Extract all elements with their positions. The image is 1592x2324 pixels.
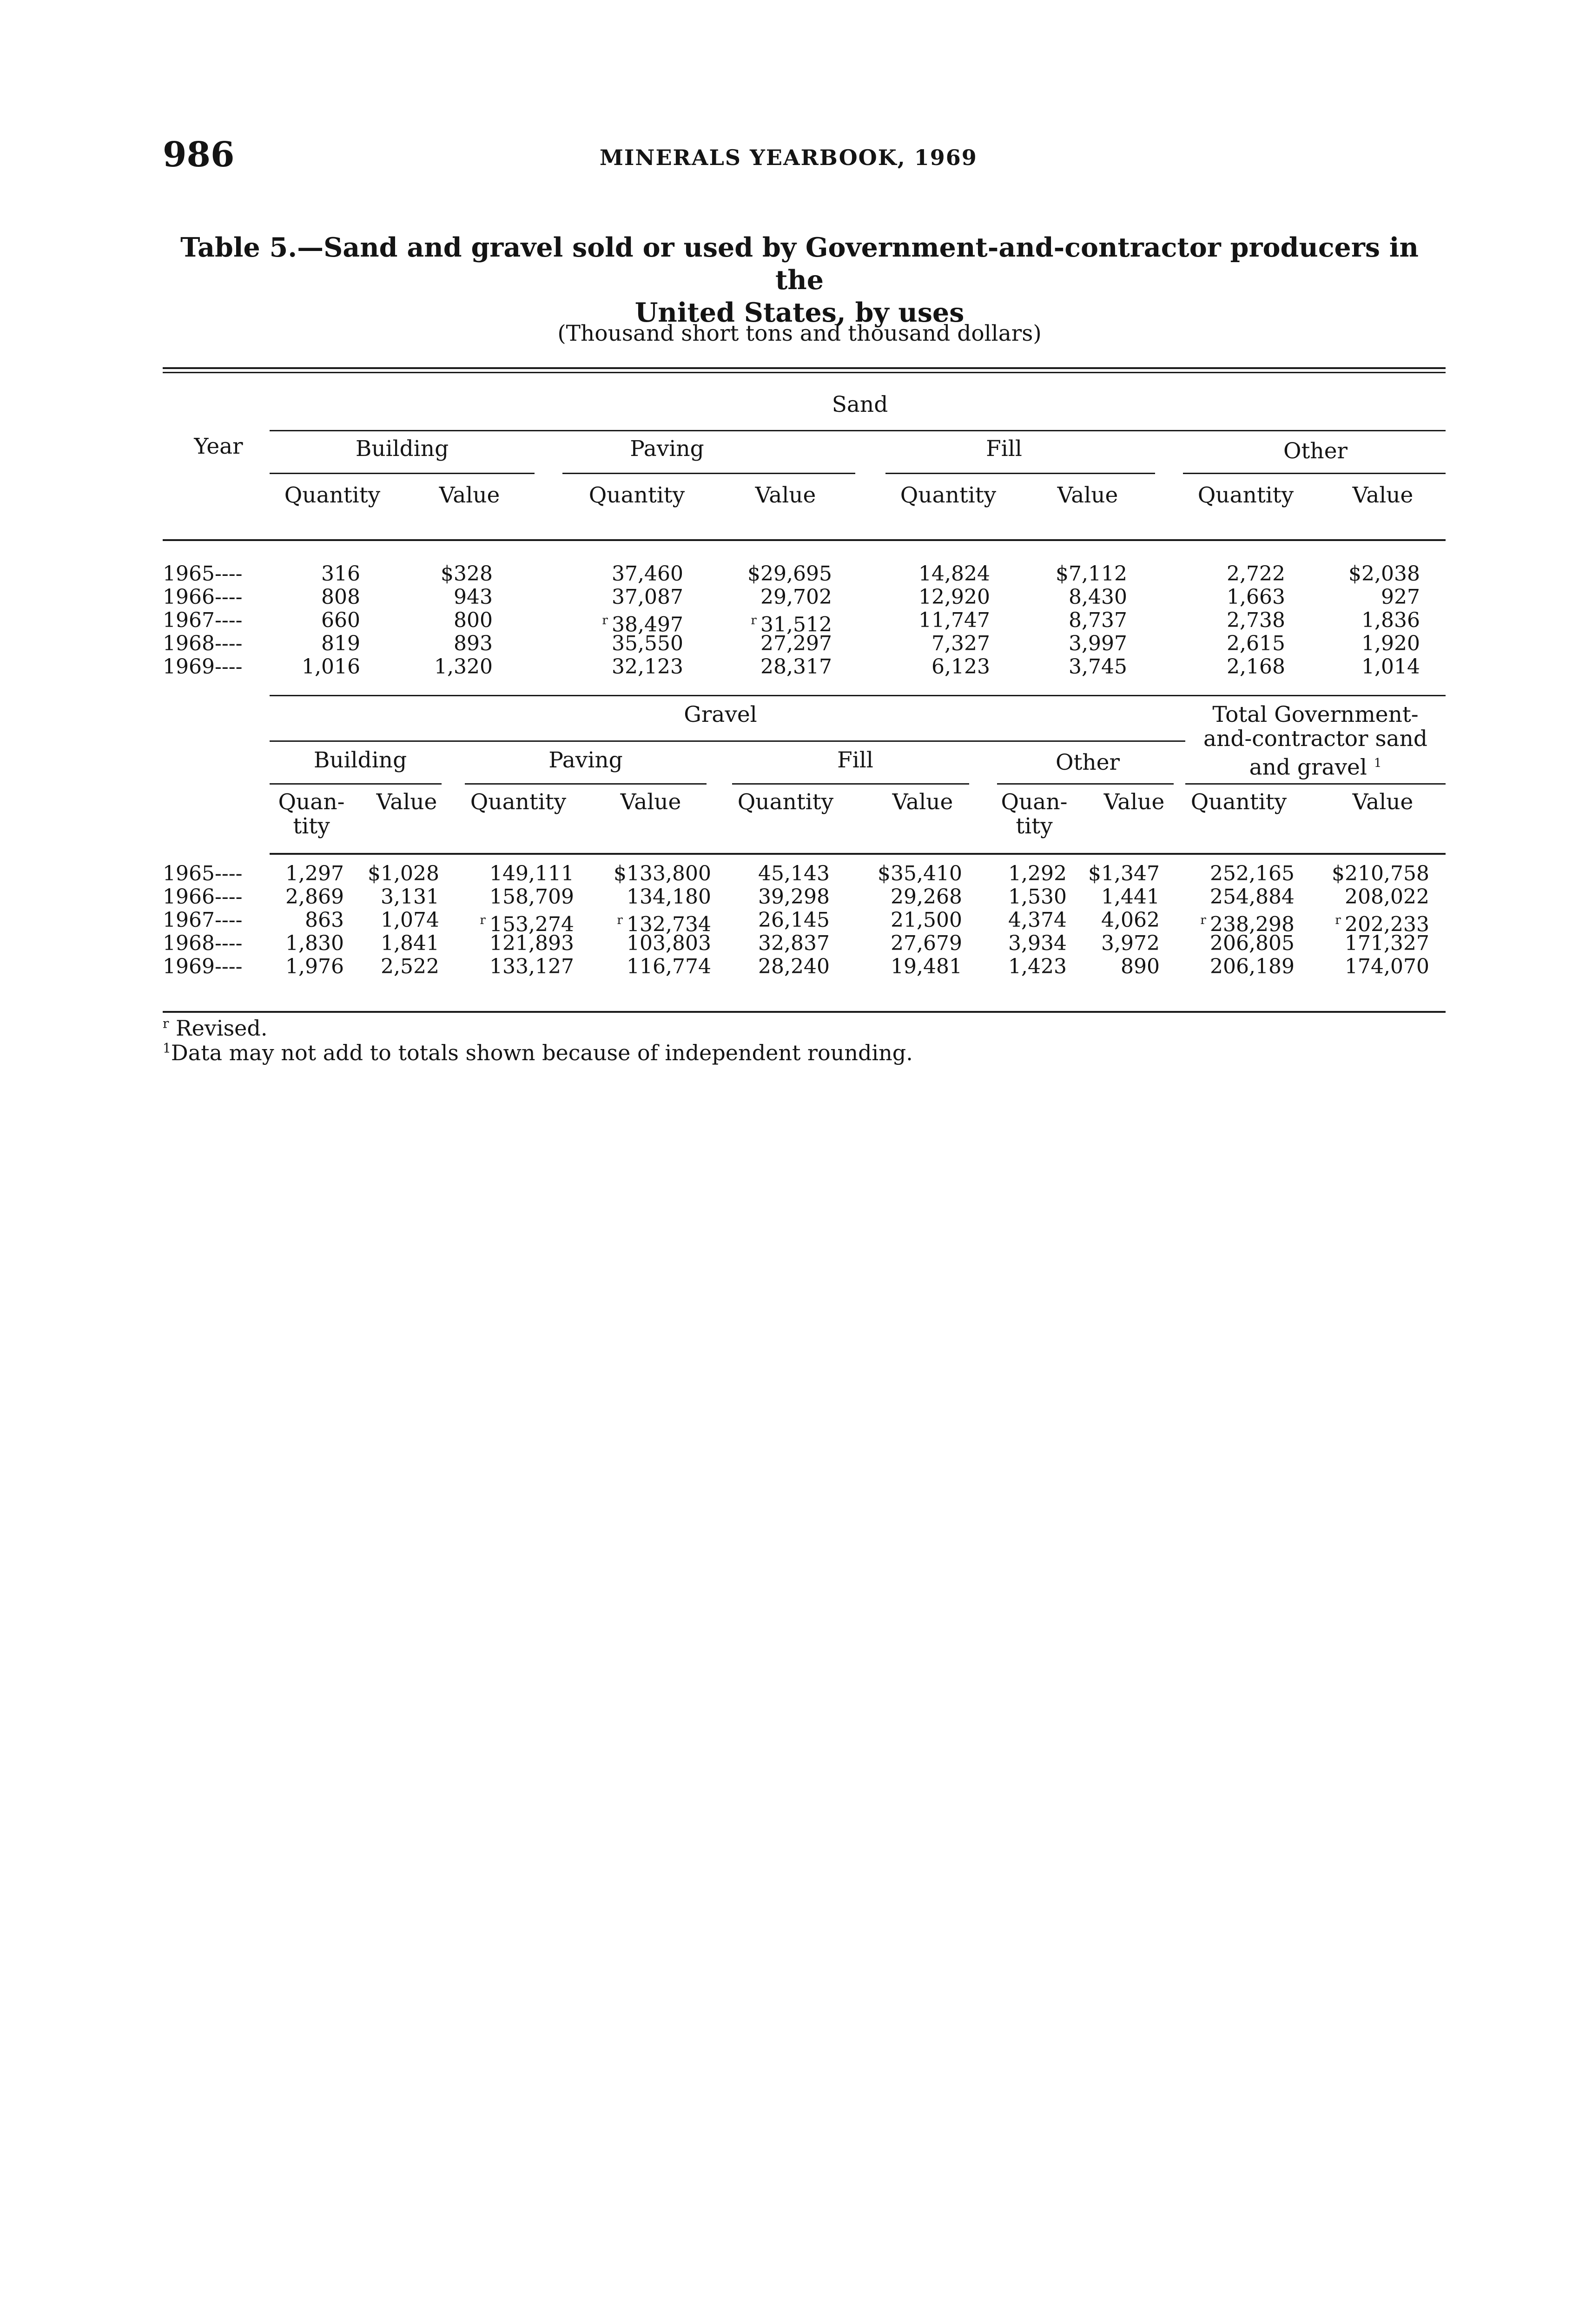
gravel-cell: 2,869 [285, 885, 344, 909]
gravel-top-rule [270, 695, 1446, 696]
gravel-cell: 863 [305, 908, 344, 932]
sand-cell: 35,550 [612, 632, 683, 655]
sand-cell: 11,747 [918, 608, 990, 632]
total-footnote-mark: 1 [1374, 756, 1382, 770]
sand-subhead-value: Value [1352, 482, 1414, 508]
total-heading-l1: Total Government- [1212, 702, 1419, 727]
gravel-cell: 21,500 [891, 908, 962, 932]
revised-mark: r [1335, 913, 1345, 927]
gravel-cell: $1,347 [1088, 862, 1160, 885]
gravel-subhead-value: Value [1103, 789, 1165, 815]
sand-cell: $^r$ 38,497 [602, 613, 683, 637]
gravel-cell: 2,522 [381, 955, 439, 978]
sand-row-year: 1967---- [163, 608, 243, 632]
footnote-1-text: Data may not add to totals shown because of independent rounding. [171, 1040, 913, 1065]
sand-cell: 800 [454, 608, 493, 632]
sand-cell: 2,615 [1227, 632, 1285, 655]
sand-cell: 6,123 [931, 655, 990, 679]
gravel-cell: $^r$ 238,298 [1200, 912, 1295, 937]
gravel-cell: 890 [1121, 955, 1160, 978]
gravel-subhead-value: Value [376, 789, 437, 815]
sand-group-other: Other [1283, 438, 1348, 464]
gravel-cell: $^r$ 132,734 [617, 912, 711, 937]
revised-mark: r [602, 614, 612, 627]
gravel-subhead-quantity: Quantity [470, 789, 567, 815]
gravel-group-other: Other [1056, 750, 1120, 775]
gravel-cell: 171,327 [1345, 931, 1429, 955]
sand-subhead-value: Value [439, 482, 500, 508]
footnote-revised-mark: r [163, 1016, 169, 1031]
revised-mark: r [480, 913, 490, 927]
gravel-header-bottom-rule [270, 853, 1446, 855]
gravel-cell: 3,972 [1101, 931, 1160, 955]
gravel-row-year: 1967---- [163, 908, 243, 932]
sand-cell: 1,016 [302, 655, 360, 679]
page-number: 986 [163, 135, 235, 175]
sand-cell: 32,123 [612, 655, 683, 679]
sand-cell: 1,663 [1227, 585, 1285, 609]
gravel-cell: 1,292 [1008, 862, 1067, 885]
table-top-rule-2 [163, 372, 1446, 373]
gravel-cell: 3,131 [381, 885, 439, 909]
sand-subhead-quantity: Quantity [1197, 482, 1294, 508]
table-subtitle: (Thousand short tons and thousand dollars) [557, 321, 1042, 346]
sand-cell: 3,997 [1069, 632, 1127, 655]
sand-cell: 927 [1381, 585, 1420, 609]
footnote-revised [163, 1016, 267, 1041]
footnote-revised-text: Revised. [176, 1016, 268, 1041]
gravel-cell: 1,423 [1008, 955, 1067, 978]
sand-cell: $29,695 [747, 562, 832, 586]
gravel-group-fill: Fill [837, 747, 873, 773]
gravel-cell: 1,074 [381, 908, 439, 932]
gravel-cell: 4,062 [1101, 908, 1160, 932]
sand-row-year: 1968---- [163, 632, 243, 655]
sand-cell: 37,087 [612, 585, 683, 609]
revised-mark: r [1200, 913, 1210, 927]
gravel-cell: 116,774 [627, 955, 711, 978]
gravel-cell: $1,028 [368, 862, 439, 885]
gravel-row-year: 1968---- [163, 931, 243, 955]
sand-subhead-quantity: Quantity [588, 482, 685, 508]
gravel-row-year: 1965---- [163, 862, 243, 885]
sand-cell: 29,702 [760, 585, 832, 609]
gravel-subhead-value: Value [892, 789, 953, 815]
sand-heading: Sand [832, 392, 888, 417]
gravel-subhead-value: Value [1352, 789, 1414, 815]
sand-cell: 12,920 [918, 585, 990, 609]
gravel-group-rule-total [1185, 783, 1446, 785]
gravel-group-rule-building [270, 783, 442, 785]
gravel-cell: 26,145 [758, 908, 830, 932]
gravel-cell: 252,165 [1210, 862, 1295, 885]
gravel-subhead-line1: Quan- [278, 789, 345, 815]
sand-subhead-quantity: Quantity [900, 482, 997, 508]
sand-cell: 943 [454, 585, 493, 609]
sand-cell: 893 [454, 632, 493, 655]
gravel-cell: 4,374 [1008, 908, 1067, 932]
gravel-cell: 174,070 [1345, 955, 1429, 978]
gravel-subhead-line1: Quan- [1001, 789, 1068, 815]
revised-mark: r [617, 913, 627, 927]
total-heading-l3-wrap [1185, 751, 1446, 780]
gravel-cell: 149,111 [489, 862, 574, 885]
table-top-rule [163, 367, 1446, 369]
gravel-cell: 1,441 [1101, 885, 1160, 909]
gravel-group-rule-fill [732, 783, 969, 785]
gravel-row-year: 1966---- [163, 885, 243, 909]
gravel-cell: 1,830 [285, 931, 344, 955]
sand-subhead-value: Value [1057, 482, 1118, 508]
footnote-1 [163, 1040, 913, 1065]
sand-group-paving: Paving [630, 436, 704, 462]
total-heading [1185, 703, 1446, 780]
gravel-cell: 45,143 [758, 862, 830, 885]
gravel-group-building: Building [313, 747, 407, 773]
sand-cell: 8,737 [1069, 608, 1127, 632]
sand-cell: 1,320 [434, 655, 493, 679]
gravel-cell: 1,841 [381, 931, 439, 955]
gravel-subhead-line2: tity [1016, 813, 1053, 839]
sand-cell: 8,430 [1069, 585, 1127, 609]
gravel-cell: 103,803 [627, 931, 711, 955]
sand-cell: 2,168 [1227, 655, 1285, 679]
gravel-cell: 32,837 [758, 931, 830, 955]
sand-group-rule-building [270, 473, 535, 474]
sand-cell: $2,038 [1348, 562, 1420, 586]
gravel-cell: 19,481 [891, 955, 962, 978]
sand-cell: 7,327 [931, 632, 990, 655]
table-title-line1: Table 5.—Sand and gravel sold or used by Government-and-contractor producers in the [180, 232, 1419, 296]
footnote-1-mark: 1 [163, 1040, 171, 1056]
sand-cell: 27,297 [760, 632, 832, 655]
gravel-cell: 208,022 [1345, 885, 1429, 909]
gravel-cell: 1,297 [285, 862, 344, 885]
sand-cell: 28,317 [760, 655, 832, 679]
gravel-cell: 1,530 [1008, 885, 1067, 909]
gravel-subhead-quantity: Quantity [1190, 789, 1287, 815]
sand-cell: $^r$ 31,512 [751, 613, 832, 637]
sand-cell: 660 [321, 608, 360, 632]
gravel-cell: $35,410 [878, 862, 962, 885]
sand-subhead-quantity: Quantity [284, 482, 381, 508]
gravel-cell: 206,189 [1210, 955, 1295, 978]
gravel-cell: 134,180 [627, 885, 711, 909]
sand-cell: 1,014 [1361, 655, 1420, 679]
gravel-subhead-quantity: Quantity [737, 789, 834, 815]
sand-cell: 3,745 [1069, 655, 1127, 679]
gravel-cell: 1,976 [285, 955, 344, 978]
gravel-cell: 27,679 [891, 931, 962, 955]
gravel-cell: 121,893 [489, 931, 574, 955]
sand-cell: 316 [321, 562, 360, 586]
gravel-cell: $^r$ 202,233 [1335, 912, 1429, 937]
gravel-group-paving: Paving [548, 747, 623, 773]
sand-cell: $328 [441, 562, 493, 586]
gravel-group-rule-paving [465, 783, 707, 785]
table-bottom-rule [163, 1011, 1446, 1013]
gravel-cell: $210,758 [1332, 862, 1429, 885]
gravel-subhead-value: Value [620, 789, 681, 815]
gravel-cell: 133,127 [489, 955, 574, 978]
sand-group-rule-paving [562, 473, 855, 474]
sand-row-year: 1969---- [163, 655, 243, 679]
gravel-cell: 29,268 [891, 885, 962, 909]
gravel-heading-rule [270, 740, 1185, 742]
total-heading-l2: and-contractor sand [1203, 726, 1427, 752]
sand-group-building: Building [355, 436, 449, 462]
sand-cell: 1,836 [1361, 608, 1420, 632]
gravel-cell: 39,298 [758, 885, 830, 909]
year-header: Year [194, 434, 243, 459]
gravel-cell: $133,800 [614, 862, 711, 885]
sand-group-fill: Fill [986, 436, 1022, 462]
sand-cell: 37,460 [612, 562, 683, 586]
gravel-cell: 254,884 [1210, 885, 1295, 909]
total-heading-l3: and gravel [1249, 754, 1367, 780]
sand-group-rule-fill [885, 473, 1155, 474]
sand-cell: 819 [321, 632, 360, 655]
sand-cell: 808 [321, 585, 360, 609]
running-head: MINERALS YEARBOOK, 1969 [600, 145, 978, 170]
sand-cell: 2,738 [1227, 608, 1285, 632]
gravel-row-year: 1969---- [163, 955, 243, 978]
gravel-subhead-line2: tity [293, 813, 330, 839]
table-title-line2: United States, by uses [634, 297, 964, 328]
table-title [153, 231, 1446, 329]
sand-heading-rule [270, 430, 1446, 431]
sand-subhead-value: Value [755, 482, 816, 508]
gravel-cell: 158,709 [489, 885, 574, 909]
sand-group-rule-other [1183, 473, 1446, 474]
gravel-cell: 28,240 [758, 955, 830, 978]
sand-cell: 14,824 [918, 562, 990, 586]
sand-cell: $7,112 [1056, 562, 1127, 586]
sand-cell: 2,722 [1227, 562, 1285, 586]
sand-row-year: 1966---- [163, 585, 243, 609]
gravel-cell: 3,934 [1008, 931, 1067, 955]
revised-mark: r [751, 614, 761, 627]
gravel-group-rule-other [997, 783, 1174, 785]
gravel-heading: Gravel [684, 702, 757, 727]
sand-cell: 1,920 [1361, 632, 1420, 655]
sand-header-bottom-rule [163, 539, 1446, 541]
gravel-cell: $^r$ 153,274 [480, 912, 574, 937]
sand-row-year: 1965---- [163, 562, 243, 586]
gravel-cell: 206,805 [1210, 931, 1295, 955]
